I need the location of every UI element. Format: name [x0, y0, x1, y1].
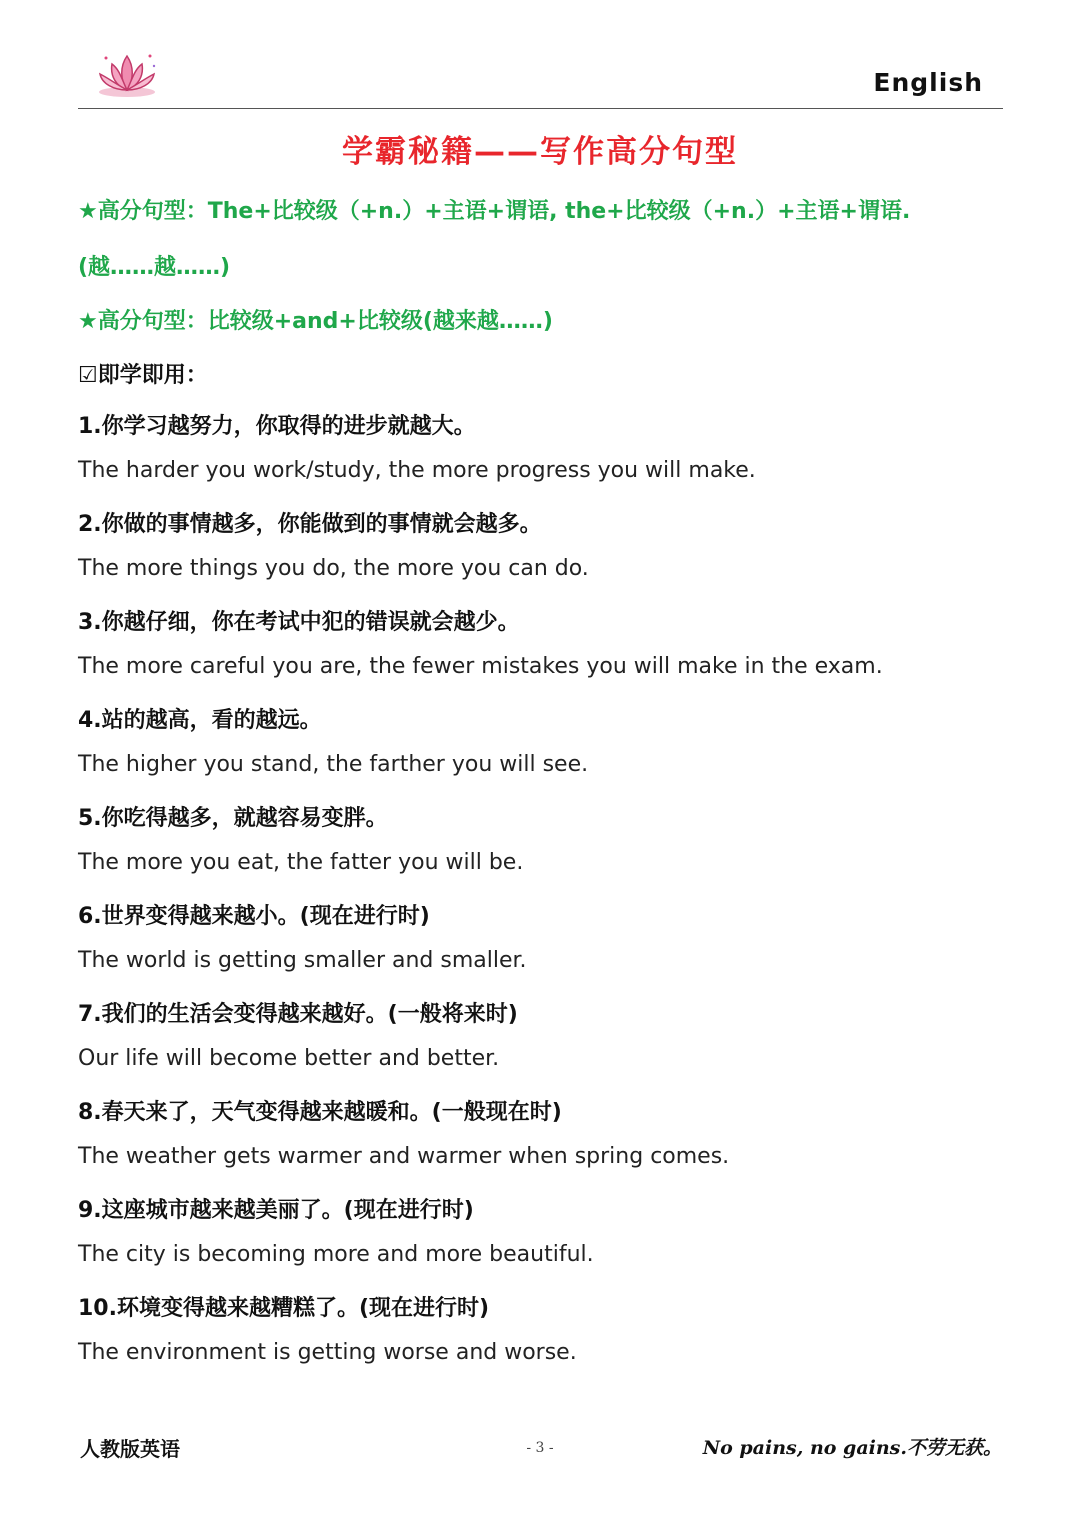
lotus-logo-icon: [92, 48, 162, 104]
page-number: - 3 -: [526, 1440, 554, 1456]
item-en: The more things you do, the more you can do.: [78, 556, 589, 581]
item-cn: 3.你越仔细，你在考试中犯的错误就会越少。: [78, 610, 520, 635]
item-cn: 6.世界变得越来越小。(现在进行时): [78, 904, 430, 929]
practice-label: ☑即学即用：: [78, 363, 208, 388]
item-cn: 5.你吃得越多，就越容易变胖。: [78, 806, 388, 831]
subject-label: English: [873, 68, 983, 97]
item-en: The world is getting smaller and smaller.: [78, 948, 527, 973]
item-cn: 8.春天来了，天气变得越来越暖和。(一般现在时): [78, 1100, 562, 1125]
footer-motto: No pains, no gains.不劳无获。: [702, 1437, 1002, 1459]
item-cn: 10.环境变得越来越糟糕了。(现在进行时): [78, 1296, 490, 1321]
item-en: Our life will become better and better.: [78, 1046, 500, 1071]
item-en: The more you eat, the fatter you will be.: [78, 850, 524, 875]
footer-textbook-label: 人教版英语: [80, 1437, 180, 1461]
item-en: The harder you work/study, the more progress you will make.: [78, 458, 756, 483]
pattern-line-2: (越……越……): [78, 255, 231, 280]
item-en: The environment is getting worse and worse.: [78, 1340, 577, 1365]
item-en: The weather gets warmer and warmer when spring comes.: [78, 1144, 730, 1169]
pattern-line-3: ★高分句型：比较级+and+比较级(越来越……): [78, 309, 553, 334]
item-en: The more careful you are, the fewer mistakes you will make in the exam.: [78, 654, 883, 679]
item-cn: 7.我们的生活会变得越来越好。(一般将来时): [78, 1002, 518, 1027]
item-cn: 2.你做的事情越多，你能做到的事情就会越多。: [78, 512, 542, 537]
page-title: 学霸秘籍——写作高分句型: [342, 134, 738, 170]
item-en: The city is becoming more and more beautiful.: [78, 1242, 594, 1267]
item-cn: 4.站的越高，看的越远。: [78, 708, 322, 733]
pattern-line-1: ★高分句型：The+比较级（+n.）+主语+谓语, the+比较级（+n.）+主语+谓语.: [78, 199, 911, 224]
item-cn: 1.你学习越努力，你取得的进步就越大。: [78, 414, 476, 439]
page-header: [78, 40, 1003, 109]
item-cn: 9.这座城市越来越美丽了。(现在进行时): [78, 1198, 474, 1223]
item-en: The higher you stand, the farther you will see.: [78, 752, 589, 777]
